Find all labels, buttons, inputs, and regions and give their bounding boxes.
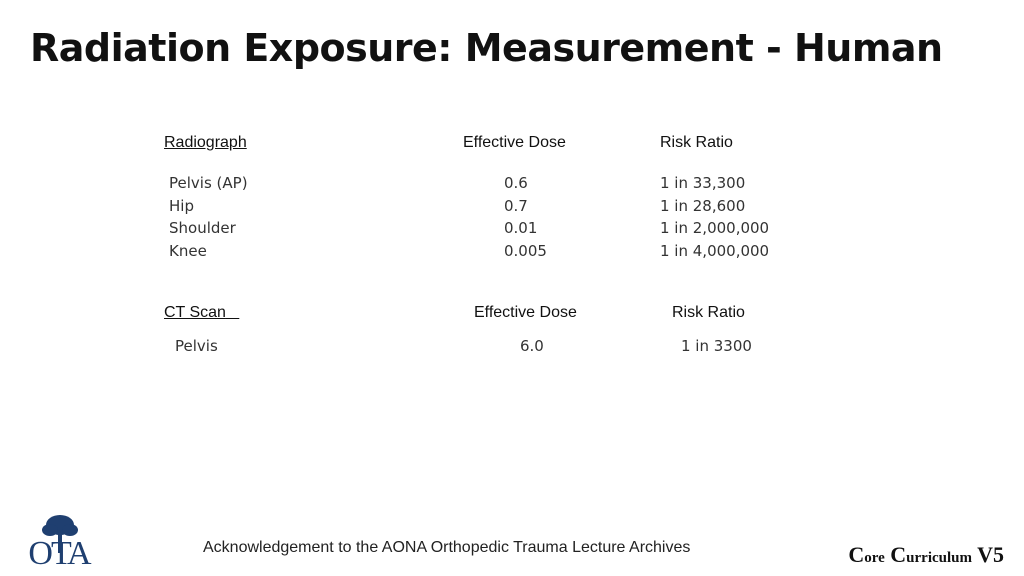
radiograph-name-column — [169, 172, 248, 262]
table-row-dose: 0.01 — [504, 219, 538, 237]
table-row-risk: 1 in 28,600 — [660, 196, 746, 215]
ct-risk-column — [681, 335, 752, 358]
table-row-risk: 1 in 2,000,000 — [660, 219, 770, 237]
table-row-dose: 6.0 — [520, 337, 544, 355]
ct-dose-column — [520, 335, 544, 358]
page-title: Radiation Exposure: Measurement - Human — [30, 26, 943, 70]
table-row-name: Shoulder — [169, 219, 236, 237]
table-row-name: Pelvis (AP) — [169, 174, 248, 192]
ct-risk-header: Risk Ratio — [672, 304, 745, 321]
ct-header-label: CT Scan — [164, 304, 226, 321]
table-row-name: Pelvis — [175, 337, 218, 355]
table-row-risk: 1 in 4,000,000 — [660, 241, 770, 260]
table-row-dose: 0.005 — [504, 241, 547, 260]
radiograph-dose-column — [504, 172, 547, 262]
table-row-risk: 1 in 3300 — [681, 337, 752, 355]
ct-dose-header: Effective Dose — [474, 304, 577, 321]
radiograph-header: Radiograph — [164, 134, 247, 151]
radiograph-risk-header: Risk Ratio — [660, 134, 733, 151]
ota-logo — [14, 513, 104, 569]
logo-text: OTA — [28, 535, 90, 569]
acknowledgement-text: Acknowledgement to the AONA Orthopedic Trauma Lecture Archives — [203, 539, 691, 556]
table-row-name: Knee — [169, 241, 207, 260]
radiograph-risk-column — [660, 172, 769, 262]
table-row-dose: 0.6 — [504, 174, 528, 192]
core-curriculum-brand: Core Curriculum V5 — [848, 542, 1004, 567]
table-row-dose: 0.7 — [504, 196, 528, 215]
ct-header — [164, 304, 239, 322]
table-row-name: Hip — [169, 196, 194, 215]
radiograph-dose-header: Effective Dose — [463, 134, 566, 151]
table-row-risk: 1 in 33,300 — [660, 174, 746, 192]
ct-name-column — [175, 335, 218, 358]
